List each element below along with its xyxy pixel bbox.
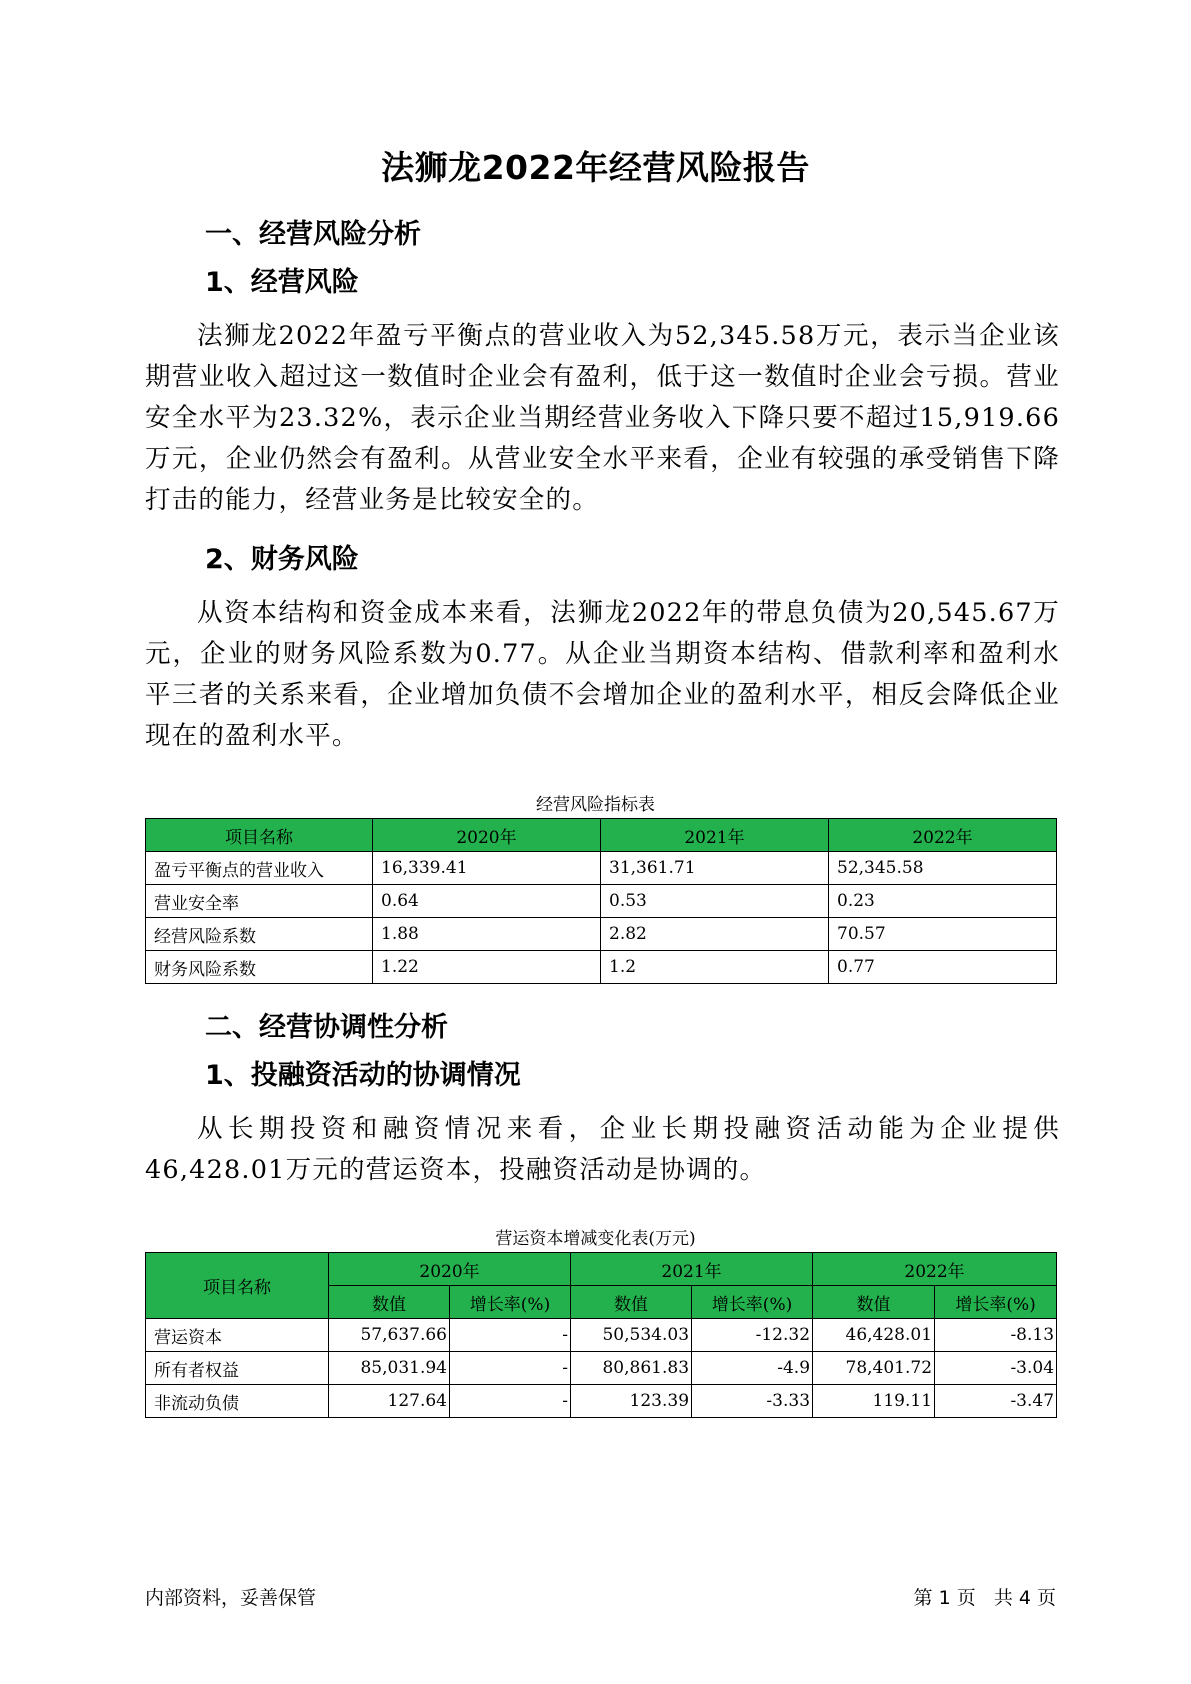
table-cell: 46,428.01 — [813, 1319, 935, 1352]
table-cell: 非流动负债 — [146, 1385, 329, 1418]
table-cell: 营业安全率 — [146, 885, 373, 918]
footer-confidential-note: 内部资料，妥善保管 — [145, 1587, 317, 1609]
table-cell: 1.22 — [373, 951, 601, 984]
table-row — [146, 1385, 1057, 1418]
table-cell: 0.53 — [601, 885, 829, 918]
column-header: 2020年 — [373, 819, 601, 852]
table-cell: 经营风险系数 — [146, 918, 373, 951]
section1-sub1-heading: 1、经营风险 — [205, 267, 359, 298]
year-header: 2020年 — [329, 1253, 571, 1286]
table-cell: 85,031.94 — [329, 1352, 450, 1385]
table-cell: 123.39 — [571, 1385, 692, 1418]
table-row — [146, 918, 1057, 951]
column-header: 2021年 — [601, 819, 829, 852]
risk-table-caption: 经营风险指标表 — [536, 795, 655, 815]
table-cell: - — [450, 1385, 571, 1418]
table-cell: 2.82 — [601, 918, 829, 951]
table-header-row — [146, 1253, 1057, 1286]
table-row — [146, 951, 1057, 984]
table-cell: -12.32 — [692, 1319, 813, 1352]
year-header: 2022年 — [813, 1253, 1057, 1286]
table-cell: -3.47 — [935, 1385, 1057, 1418]
table-cell: 1.88 — [373, 918, 601, 951]
section1-heading: 一、经营风险分析 — [205, 219, 421, 250]
working-capital-table — [145, 1252, 1057, 1418]
table-cell: 16,339.41 — [373, 852, 601, 885]
investment-financing-paragraph: 从长期投资和融资情况来看，企业长期投融资活动能为企业提供46,428.01万元的营运资本，投融资活动是协调的。 — [145, 1114, 1060, 1185]
table-row — [146, 1319, 1057, 1352]
table-row — [146, 1352, 1057, 1385]
table-cell: 所有者权益 — [146, 1352, 329, 1385]
table-cell: 57,637.66 — [329, 1319, 450, 1352]
page-title: 法狮龙2022年经营风险报告 — [381, 148, 810, 187]
table-cell: 0.64 — [373, 885, 601, 918]
table-row — [146, 852, 1057, 885]
rate-header: 增长率(%) — [692, 1286, 813, 1319]
table-cell: 营运资本 — [146, 1319, 329, 1352]
table-cell: 52,345.58 — [829, 852, 1057, 885]
rate-header: 增长率(%) — [450, 1286, 571, 1319]
table-row — [146, 885, 1057, 918]
table-cell: 0.77 — [829, 951, 1057, 984]
table-cell: 50,534.03 — [571, 1319, 692, 1352]
column-header: 2022年 — [829, 819, 1057, 852]
table-cell: -4.9 — [692, 1352, 813, 1385]
table-cell: 盈亏平衡点的营业收入 — [146, 852, 373, 885]
value-header: 数值 — [813, 1286, 935, 1319]
table-cell: -3.33 — [692, 1385, 813, 1418]
table-header-row — [146, 819, 1057, 852]
working-capital-table-caption: 营运资本增减变化表(万元) — [495, 1229, 696, 1249]
section2-heading: 二、经营协调性分析 — [205, 1012, 448, 1043]
table-cell: 70.57 — [829, 918, 1057, 951]
section2-sub1-heading: 1、投融资活动的协调情况 — [205, 1060, 521, 1091]
year-header: 2021年 — [571, 1253, 813, 1286]
table-cell: 财务风险系数 — [146, 951, 373, 984]
financial-risk-paragraph: 从资本结构和资金成本来看，法狮龙2022年的带息负债为20,545.67万元，企业的财务风险系数为0.77。从企业当期资本结构、借款利率和盈利水平三者的关系来看，企业增加负债不会增加企业的盈利水平，相反会降低企业现在的盈利水平。 — [145, 598, 1060, 751]
rate-header: 增长率(%) — [935, 1286, 1057, 1319]
column-header: 项目名称 — [146, 819, 373, 852]
risk-indicator-table — [145, 818, 1057, 984]
table-cell: 80,861.83 — [571, 1352, 692, 1385]
table-cell: 31,361.71 — [601, 852, 829, 885]
column-header: 项目名称 — [146, 1253, 329, 1319]
footer-page-number: 第 1 页 共 4 页 — [913, 1587, 1056, 1609]
table-cell: -3.04 — [935, 1352, 1057, 1385]
table-cell: - — [450, 1319, 571, 1352]
table-cell: - — [450, 1352, 571, 1385]
table-cell: 1.2 — [601, 951, 829, 984]
value-header: 数值 — [329, 1286, 450, 1319]
value-header: 数值 — [571, 1286, 692, 1319]
table-cell: 0.23 — [829, 885, 1057, 918]
table-cell: 119.11 — [813, 1385, 935, 1418]
table-cell: -8.13 — [935, 1319, 1057, 1352]
section1-sub2-heading: 2、财务风险 — [205, 544, 359, 575]
table-cell: 127.64 — [329, 1385, 450, 1418]
operating-risk-paragraph: 法狮龙2022年盈亏平衡点的营业收入为52,345.58万元，表示当企业该期营业收入超过这一数值时企业会有盈利，低于这一数值时企业会亏损。营业安全水平为23.32%，表示企业当期经营业务收入下降只要不超过15,919.66万元，企业仍然会有盈利。从营业安全水平来看，企业有较强的承受销售下降打击的能力，经营业务是比较安全的。 — [145, 321, 1060, 515]
table-cell: 78,401.72 — [813, 1352, 935, 1385]
